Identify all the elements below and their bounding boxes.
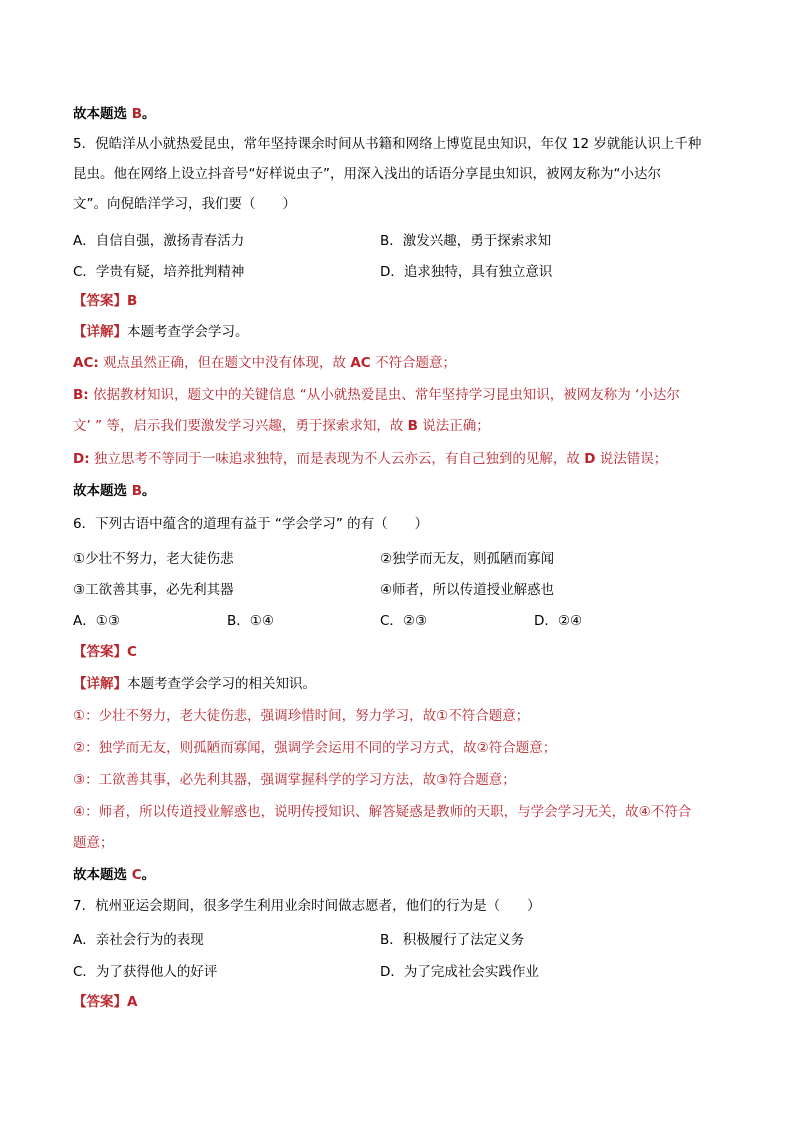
answer-label: 【答案】 — [73, 644, 127, 660]
q5-option-d: D．追求独特，具有独立意识 — [380, 264, 553, 280]
q5-analysis-b — [73, 385, 680, 405]
q7-option-c: C．为了获得他人的好评 — [73, 964, 218, 980]
conclusion-answer: B — [131, 106, 142, 122]
q6-item-3: ③工欲善其事，必先利其器 — [73, 582, 234, 598]
q5-stem-line-1: 5．倪皓洋从小就热爱昆虫，常年坚持课余时间从书籍和网络上博览昆虫知识，年仅 12 岁就能认识上千种 — [73, 136, 702, 152]
q5-detail — [73, 322, 249, 342]
q4-conclusion — [73, 104, 156, 124]
q7-option-b: B．积极履行了法定义务 — [380, 932, 525, 948]
analysis-tail: 说法错误； — [595, 451, 668, 467]
answer-value: A — [127, 994, 138, 1010]
q5-analysis-d — [73, 449, 667, 469]
conclusion-end: 。 — [142, 106, 156, 122]
q6-answer — [73, 642, 137, 662]
q5-stem-line-2: 昆虫。他在网络上设立抖音号“好样说虫子”，用深入浅出的话语分享昆虫知识，被网友称为“小达尔 — [73, 166, 661, 182]
conclusion-answer: B — [131, 483, 142, 499]
q6-item-4: ④师者，所以传道授业解惑也 — [380, 582, 555, 598]
q6-stem: 6．下列古语中蕴含的道理有益于 “学会学习” 的有（ ） — [73, 516, 429, 532]
q6-option-c: C．②③ — [380, 613, 428, 629]
detail-label: 【详解】 — [73, 324, 127, 340]
analysis-key: D: — [73, 451, 90, 467]
answer-value: B — [127, 293, 138, 309]
detail-intro: 本题考查学会学习的相关知识。 — [127, 676, 316, 692]
q6-option-a: A．①③ — [73, 613, 120, 629]
q6-item-2: ②独学而无友，则孤陋而寡闻 — [380, 551, 555, 567]
analysis-text: 观点虽然正确，但在题文中没有体现，故 — [98, 355, 351, 371]
analysis-tail: 不符合题意； — [370, 355, 457, 371]
answer-label: 【答案】 — [73, 994, 127, 1010]
analysis-key: AC: — [73, 355, 99, 371]
conclusion-answer: C — [131, 867, 142, 883]
analysis-tail: 说法正确； — [417, 418, 490, 434]
analysis-text: 依据教材知识，题文中的关键信息 “从小就热爱昆虫、常年坚持学习昆虫知识，被网友称为 ‘小达尔 — [88, 387, 680, 403]
q7-option-d: D．为了完成社会实践作业 — [380, 964, 539, 980]
q5-option-a: A．自信自强，激扬青春活力 — [73, 233, 245, 249]
q6-analysis-4: ④：师者，所以传道授业解惑也，说明传授知识、解答疑惑是教师的天职，与学会学习无关，故④不符合 — [73, 804, 692, 820]
q6-analysis-3: ③：工欲善其事，必先利其器，强调掌握科学的学习方法，故③符合题意； — [73, 772, 516, 788]
q6-analysis-4-cont: 题意； — [73, 835, 114, 851]
q6-analysis-1: ①：少壮不努力，老大徒伤悲，强调珍惜时间，努力学习，故①不符合题意； — [73, 708, 530, 724]
q5-option-c: C．学贵有疑，培养批判精神 — [73, 264, 245, 280]
conclusion-end: 。 — [142, 483, 156, 499]
analysis-key: B: — [73, 387, 89, 403]
q5-analysis-b-cont — [73, 416, 490, 436]
q5-answer — [73, 291, 137, 311]
q6-detail — [73, 674, 316, 694]
conclusion-end: 。 — [141, 867, 156, 883]
detail-label: 【详解】 — [73, 676, 127, 692]
q5-conclusion — [73, 481, 156, 501]
analysis-text: 独立思考不等同于一味追求独特，而是表现为不人云亦云，有自己独到的见解，故 — [89, 451, 585, 467]
conclusion-text: 故本题选 — [73, 867, 127, 883]
q6-analysis-2: ②：独学而无友，则孤陋而寡闻，强调学会运用不同的学习方式，故②符合题意； — [73, 740, 557, 756]
q5-stem-line-3: 文”。向倪皓洋学习，我们要（ ） — [73, 196, 296, 212]
q5-option-b: B．激发兴趣，勇于探索求知 — [380, 233, 552, 249]
answer-label: 【答案】 — [73, 293, 127, 309]
analysis-key2: D — [584, 451, 596, 467]
q7-option-a: A．亲社会行为的表现 — [73, 932, 204, 948]
q6-option-d: D．②④ — [534, 613, 583, 629]
analysis-key2: B — [407, 418, 418, 434]
analysis-key2: AC — [350, 355, 371, 371]
q6-option-b: B．①④ — [227, 613, 274, 629]
q6-conclusion — [73, 865, 155, 885]
analysis-text: 文’ ” 等，启示我们要激发学习兴趣，勇于探索求知，故 — [73, 418, 408, 434]
detail-intro: 本题考查学会学习。 — [127, 324, 249, 340]
q7-answer — [73, 992, 137, 1012]
answer-value: C — [127, 644, 137, 660]
conclusion-text: 故本题选 — [73, 483, 127, 499]
conclusion-text: 故本题选 — [73, 106, 127, 122]
q5-analysis-ac — [73, 353, 456, 373]
q6-item-1: ①少壮不努力，老大徒伤悲 — [73, 551, 234, 567]
q7-stem: 7．杭州亚运会期间，很多学生利用业余时间做志愿者，他们的行为是（ ） — [73, 898, 541, 914]
